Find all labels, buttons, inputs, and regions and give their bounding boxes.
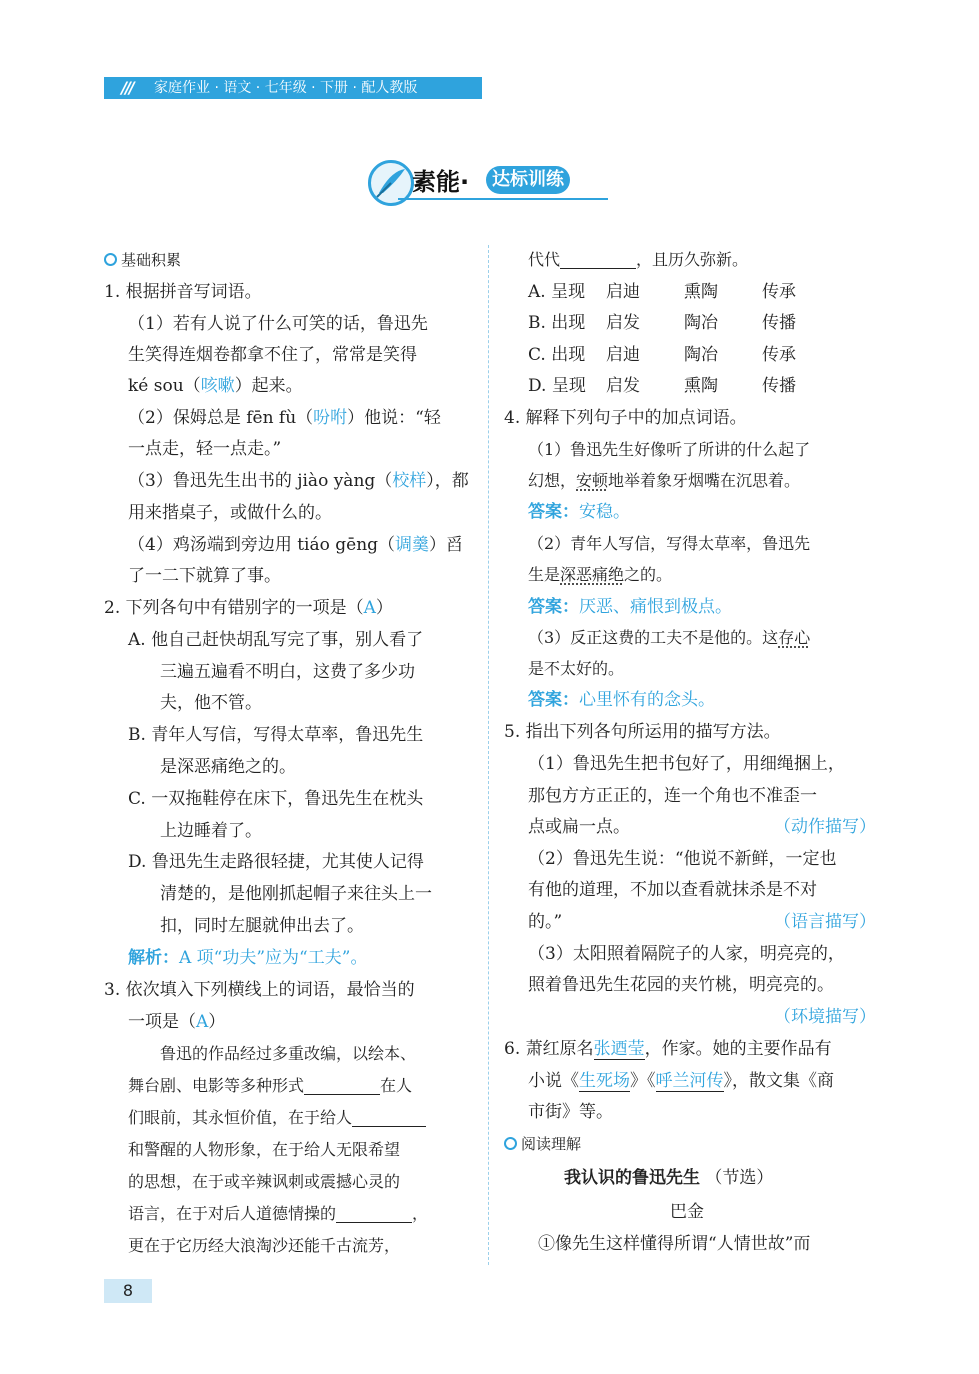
answer: A: [363, 598, 376, 618]
column-divider: [488, 245, 490, 1265]
q3-passage-3: 们眼前，其永恒价值，在于给人: [128, 1103, 426, 1133]
q1-1-line1: （1）若有人说了什么可笑的话，鲁迅先: [128, 314, 428, 334]
answer: （环境描写）: [774, 1007, 876, 1027]
q3-option-c: C. 出现 启迪 陶冶 传承: [528, 345, 796, 365]
q3-passage-5: 的思想，在于或辛辣讽刺或震撼心灵的: [128, 1172, 401, 1191]
q5-1-line3: 点或扁一点。 （动作描写）: [528, 812, 876, 842]
q5-1-line1: （1）鲁迅先生把书包好了，用细绳捆上，: [528, 754, 845, 774]
answer: 调羹: [395, 535, 430, 555]
q5-2-line2: 有他的道理，不加以查看就抹杀是不对: [528, 880, 817, 900]
question-4: 4. 解释下列句子中的加点词语。: [504, 408, 747, 428]
answer: 生死场: [579, 1071, 630, 1091]
fill-blank: [352, 1108, 426, 1127]
q4-3-line1: （3）反正这费的工夫不是他的。这存心: [528, 628, 811, 647]
q3-passage-1: 鲁迅的作品经过多重改编，以绘本、: [160, 1044, 417, 1063]
q5-2-line1: （2）鲁迅先生说：“他说不新鲜，一定也: [528, 849, 837, 869]
answer: 吩咐: [313, 408, 348, 428]
answer: 呼兰河传: [655, 1071, 724, 1091]
q5-1-line2: 那包方方正正的，连一个角也不准歪一: [528, 786, 817, 806]
q2-option-c-2: 上边睡着了。: [160, 821, 262, 841]
question-5: 5. 指出下列各句所运用的描写方法。: [504, 722, 781, 742]
q5-2-line3: 的。” （语言描写）: [528, 907, 876, 937]
question-3-line2: 一项是（A）: [128, 1012, 226, 1032]
q2-option-b-2: 是深恶痛绝之的。: [160, 757, 296, 777]
q3-passage-4: 和警醒的人物形象，在于给人无限希望: [128, 1140, 401, 1159]
answer: （动作描写）: [774, 817, 876, 837]
question-6-line3: 市街》等。: [528, 1102, 613, 1122]
q1-1-line2: 生笑得连烟卷都拿不住了，常常是笑得: [128, 345, 417, 365]
answer: 张迺莹: [593, 1039, 645, 1059]
fill-blank: [304, 1076, 380, 1095]
q2-option-d-1: D. 鲁迅先生走路很轻捷，尤其使人记得: [128, 852, 424, 872]
header-title: 家庭作业 · 语文 · 七年级 · 下册 · 配人教版: [154, 80, 418, 96]
q4-3-answer: 答案：心里怀有的念头。: [528, 690, 715, 710]
article-paragraph-1: ①像先生这样懂得所谓“人情世故”而: [538, 1234, 811, 1254]
circle-icon: [104, 253, 117, 266]
q2-option-a-1: A. 他自己赶快胡乱写完了事，别人看了: [128, 630, 424, 650]
question-6-line1: 6. 萧红原名张迺莹，作家。她的主要作品有: [504, 1039, 832, 1059]
q1-2-line2: 一点走，轻一点走。”: [128, 439, 282, 459]
q4-2-line2: 生是深恶痛绝之的。: [528, 565, 673, 584]
q1-1-line3: ké sou（咳嗽）起来。: [128, 376, 303, 396]
q3-passage-2: 舞台剧、电影等多种形式 在人: [128, 1076, 413, 1095]
q3-option-d: D. 呈现 启发 熏陶 传播: [528, 376, 796, 396]
q2-option-c-1: C. 一双拖鞋停在床下，鲁迅先生在枕头: [128, 789, 424, 809]
q2-analysis: 解析：A 项“功夫”应为“工夫”。: [128, 948, 368, 968]
header-bar: [104, 77, 482, 99]
q2-option-a-2: 三遍五遍看不明白，这费了多少功: [160, 662, 415, 682]
article-author: 巴金: [670, 1202, 704, 1222]
q4-3-line2: 是不太好的。: [528, 659, 625, 678]
q2-option-d-3: 扣，同时左腿就伸出去了。: [160, 916, 364, 936]
q1-2-line1: （2）保姆总是 fēn fù（吩咐）他说：“轻: [128, 408, 441, 428]
q1-3-line1: （3）鲁迅先生出书的 jiào yàng（校样），都: [128, 471, 469, 491]
q5-3-line3: [528, 1002, 876, 1032]
fill-blank: [560, 250, 636, 269]
q3-passage-7: 更在于它历经大浪淘沙还能千古流芳，: [128, 1236, 401, 1255]
page-number: 8: [104, 1279, 152, 1303]
q5-3-line1: （3）太阳照着隔院子的人家，明亮亮的，: [528, 944, 845, 964]
q4-1-line1: （1）鲁迅先生好像听了所讲的什么起了: [528, 440, 811, 459]
q1-4-line2: 了一二下就算了事。: [128, 566, 281, 586]
section-heading-reading: 阅读理解: [504, 1129, 581, 1159]
question-3-line1: 3. 依次填入下列横线上的词语，最恰当的: [104, 980, 415, 1000]
question-6-line2: 小说《生死场》《呼兰河传》，散文集《商: [528, 1071, 834, 1091]
q5-3-line2: 照着鲁迅先生花园的夹竹桃，明亮亮的。: [528, 975, 834, 995]
q2-option-a-3: 夫，他不管。: [160, 693, 262, 713]
badge-underline: [398, 198, 608, 200]
question-2: 2. 下列各句中有错别字的一项是（A）: [104, 598, 393, 618]
q4-2-answer: 答案：厌恶、痛恨到极点。: [528, 597, 732, 617]
q1-3-line2: 用来揩桌子，或做什么的。: [128, 503, 332, 523]
header-slashes: ///: [121, 78, 133, 97]
badge-sub: 达标训练: [486, 166, 570, 194]
fill-blank: [336, 1204, 412, 1223]
q4-1-line2: 幻想，安顿地举着象牙烟嘴在沉思着。: [528, 471, 801, 490]
q3-option-b: B. 出现 启发 陶冶 传播: [528, 313, 796, 333]
q2-option-b-1: B. 青年人写信，写得太草率，鲁迅先生: [128, 725, 424, 745]
circle-icon: [504, 1137, 517, 1150]
answer: 咳嗽: [200, 376, 235, 396]
q3-passage-6: 语言，在于对后人道德情操的 ，: [128, 1204, 429, 1223]
answer: A: [196, 1012, 209, 1032]
question-1: 1. 根据拼音写词语。: [104, 282, 262, 302]
q1-4-line1: （4）鸡汤端到旁边用 tiáo gēng（调羹）舀: [128, 535, 464, 555]
q3-option-a: A. 呈现 启迪 熏陶 传承: [528, 282, 796, 302]
badge-main: 素能·: [412, 168, 470, 196]
section-badge: [368, 158, 613, 208]
answer: 校样: [392, 471, 427, 491]
q3-passage-8: 代代 ，且历久弥新。: [528, 250, 749, 269]
q4-2-line1: （2）青年人写信，写得太草率，鲁迅先: [528, 534, 811, 553]
section-heading-basics: 基础积累: [104, 245, 181, 275]
answer: （语言描写）: [774, 912, 876, 932]
q2-option-d-2: 清楚的，是他刚抓起帽子来往头上一: [160, 884, 432, 904]
article-title: 我认识的鲁迅先生 （节选）: [564, 1168, 774, 1188]
q4-1-answer: 答案：安稳。: [528, 502, 630, 522]
